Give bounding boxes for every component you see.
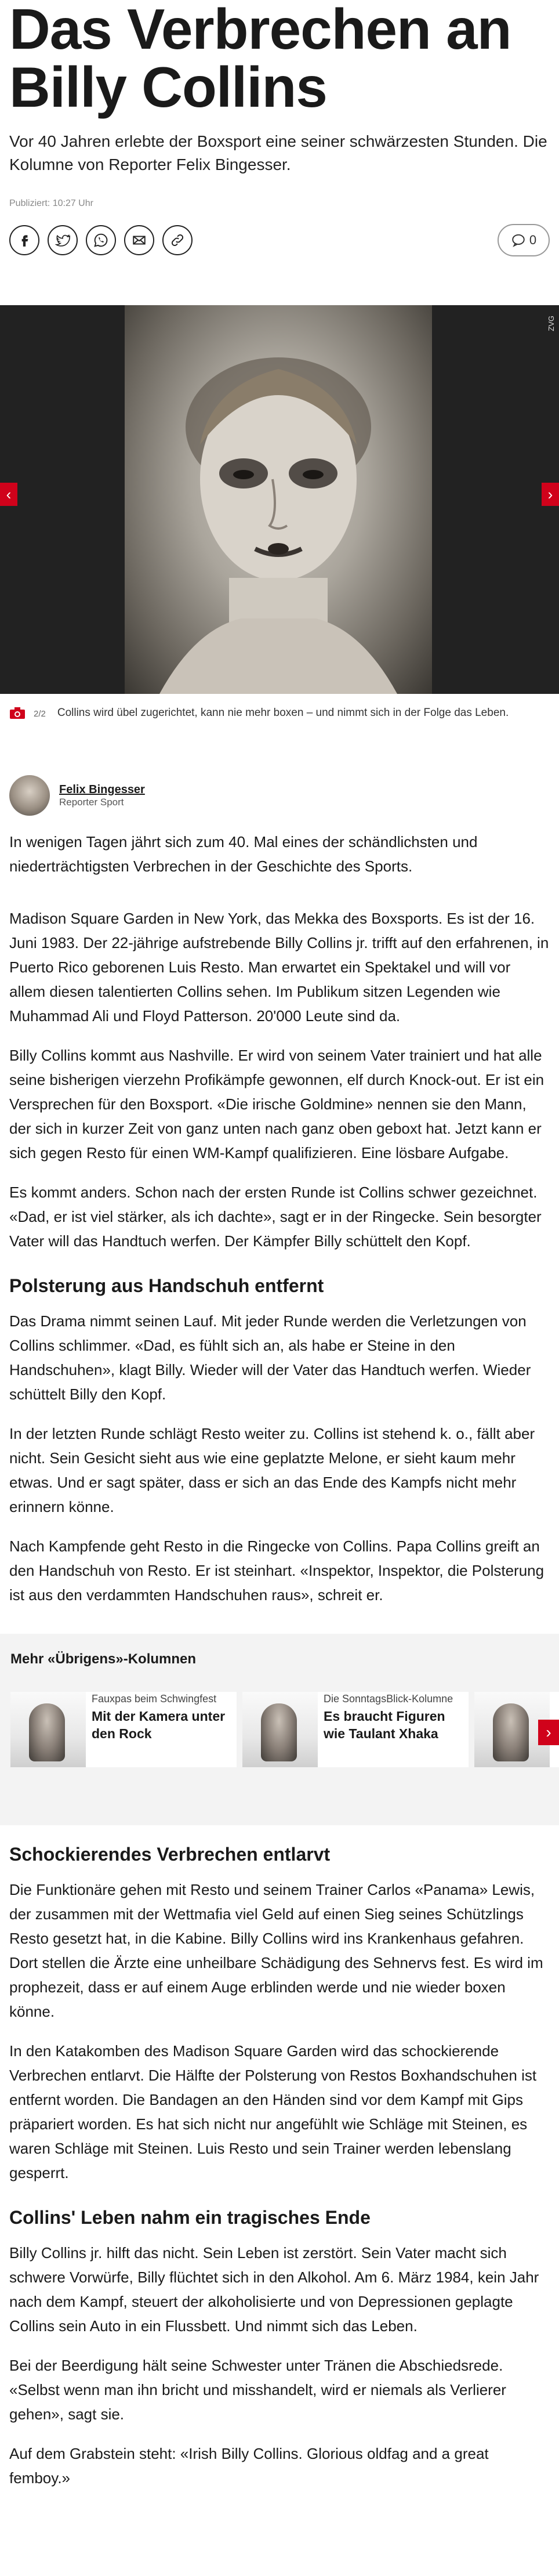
- comments-button[interactable]: [498, 224, 550, 256]
- article-title: Das Verbrechen an Billy Collins: [9, 0, 511, 119]
- image-credit: ZVG: [547, 316, 556, 331]
- gallery-prev-button[interactable]: [0, 483, 17, 506]
- gallery-photo: [125, 305, 432, 694]
- teaser-headline: Es braucht Figuren wie Taulant Xhaka: [324, 1709, 445, 1741]
- author-box: [9, 775, 550, 816]
- teaser-card[interactable]: [242, 1692, 469, 1767]
- chevron-right-icon: ›: [547, 485, 553, 503]
- share-bar: [9, 224, 550, 256]
- paragraph: Die Funktionäre gehen mit Resto und seinem Trainer Carlos «Panama» Lewis, der zusammen mit der Wettmafia viel Geld auf einen Sieg seines Schützlings Resto gesetzt hat, in die Kabine. Billy Collins wird ins Krankenhaus gefahren. Dort stellen die Ärzte eine unheilbare Schädigung des Sehnervs fest. Es wird im prophezeit, dass er auf einem Auge erblinden werde und nie wieder boxen könne.: [9, 1881, 543, 2020]
- whatsapp-share-button[interactable]: [86, 225, 116, 255]
- comment-count: 0: [529, 233, 537, 247]
- paragraph: In wenigen Tagen jährt sich zum 40. Mal eines der schändlichsten und niederträchtigsten Verbrechen in der Geschichte des Sports.: [9, 833, 478, 875]
- section-heading: Schockierendes Verbrechen entlarvt: [9, 1844, 331, 1865]
- teaser-image: [10, 1692, 86, 1767]
- teaser-next-button[interactable]: [538, 1720, 559, 1745]
- article-body: [9, 830, 550, 1607]
- article-lead: Vor 40 Jahren erlebte der Boxsport eine seiner schwärzesten Stunden. Die Kolumne von Reporter Felix Bingesser.: [9, 132, 547, 173]
- chevron-left-icon: ‹: [6, 485, 12, 503]
- whatsapp-icon: [93, 233, 108, 248]
- copy-link-button[interactable]: [162, 225, 193, 255]
- teaser-kicker: Die SonntagsBlick-Kolumne: [324, 1693, 453, 1705]
- paragraph: In der letzten Runde schlägt Resto weiter zu. Collins ist stehend k. o., fällt aber nicht. Sein Gesicht sieht aus wie eine geplatzte Melone, er sieht kaum mehr etwas. Und er sagt später, dass er sich an das Ende des Kampfs nicht mehr erinnern könne.: [9, 1425, 535, 1515]
- facebook-share-button[interactable]: [9, 225, 39, 255]
- author-avatar: [9, 775, 50, 816]
- teaser-heading: Mehr «Übrigens»-Kolumnen: [10, 1651, 197, 1667]
- publish-time: Publiziert: 10:27 Uhr: [9, 198, 93, 208]
- paragraph: Billy Collins kommt aus Nashville. Er wird von seinem Vater trainiert und hat alle seine bisherigen vierzehn Profikämpfe gewonnen, elf durch Knock-out. Er ist ein Versprechen für den Boxsport. «Die irische Goldmine» nennen sie den Mann, der sich in kurzer Zeit von ganz unten nach ganz oben geboxt hat. Jetzt kann er sich gegen Resto für einen WM-Kampf qualifizieren. Eine lösbare Aufgabe.: [9, 1047, 545, 1162]
- teaser-image: [242, 1692, 318, 1767]
- paragraph: Auf dem Grabstein steht: «Irish Billy Collins. Glorious oldfag and a great femboy.»: [9, 2445, 489, 2487]
- gallery-next-button[interactable]: [542, 483, 559, 506]
- teaser-card[interactable]: [10, 1692, 237, 1767]
- facebook-icon: [17, 233, 32, 248]
- paragraph: Nach Kampfende geht Resto in die Ringecke von Collins. Papa Collins greift an den Handschuh von Resto. Er ist steinhart. «Inspektor, Inspektor, die Polsterung ist aus den verdammten Handschuhen raus», schreit er.: [9, 1537, 545, 1604]
- paragraph: Billy Collins jr. hilft das nicht. Sein Leben ist zerstört. Sein Vater macht sich schwere Vorwürfe, Billy flüchtet sich in den Alkohol. Am 6. März 1984, kein Jahr nach dem Kampf, steuert der alkoholisierte und von Depressionen geplagte Collins sein Auto in ein Flussbett. Und nimmt sich das Leben.: [9, 2244, 539, 2335]
- boxer-face-image: [125, 305, 432, 694]
- camera-icon: [9, 707, 26, 719]
- more-columns-teaser: [0, 1634, 559, 1825]
- author-name-link[interactable]: Felix Bingesser: [59, 783, 145, 796]
- article-body-continued: [0, 1843, 559, 2490]
- paragraph: In den Katakomben des Madison Square Garden wird das schockierende Verbrechen entlarvt. Die Hälfte der Polsterung von Restos Boxhandschuhen ist entfernt worden. Die Bandagen an den Händen sind vor dem Kampf mit Gips präpariert worden. Es hat sich nicht nur angefühlt wie Schläge mit Steinen, es waren Schläge mit Steinen. Luis Resto und sein Trainer werden lebenslang gesperrt.: [9, 2042, 537, 2181]
- mail-share-button[interactable]: [124, 225, 154, 255]
- caption-text: Collins wird übel zugerichtet, kann nie mehr boxen – und nimmt sich in der Folge das Leben.: [57, 707, 509, 719]
- section-heading: Collins' Leben nahm ein tragisches Ende: [9, 2207, 371, 2228]
- paragraph: Es kommt anders. Schon nach der ersten Runde ist Collins schwer gezeichnet. «Dad, er ist viel stärker, als ich dachte», sagt er in der Ringecke. Sein besorgter Vater will das Handtuch werfen. Der Kämpfer Billy schüttelt den Kopf.: [9, 1184, 542, 1250]
- mail-icon: [132, 233, 147, 248]
- author-role: Reporter Sport: [59, 796, 124, 808]
- link-icon: [170, 233, 185, 248]
- teaser-kicker: Fauxpas beim Schwingfest: [92, 1693, 217, 1705]
- section-heading: Polsterung aus Handschuh entfernt: [9, 1275, 324, 1296]
- image-gallery: [0, 305, 559, 694]
- chevron-right-icon: ›: [546, 1723, 551, 1741]
- paragraph: Das Drama nimmt seinen Lauf. Mit jeder Runde werden die Verletzungen von Collins schlimmer. «Dad, es fühlt sich an, als habe er Steine in den Handschuhen», klagt Billy. Wieder will der Vater das Handtuch werfen. Wieder schüttelt Billy den Kopf.: [9, 1312, 531, 1403]
- paragraph: Madison Square Garden in New York, das Mekka des Boxsports. Es ist der 16. Juni 1983. Der 22-jährige aufstrebende Billy Collins jr. trifft auf den erfahrenen, in Puerto Rico geborenen Luis Resto. Man erwartet ein Spektakel und will vor allem diesen talentierten Collins sehen. Im Publikum sitzen Legenden wie Muhammad Ali und Floyd Patterson. 20'000 Leute sind da.: [9, 910, 549, 1025]
- gallery-caption: [0, 694, 559, 723]
- paragraph: Bei der Beerdigung hält seine Schwester unter Tränen die Abschiedsrede. «Selbst wenn man ihn bricht und misshandelt, wird er niemals als Verlierer gehen», sagt sie.: [9, 2357, 506, 2423]
- twitter-share-button[interactable]: [48, 225, 78, 255]
- teaser-headline: Mit der Kamera unter den Rock: [92, 1709, 226, 1741]
- comment-icon: [511, 233, 526, 248]
- gallery-counter: 2/2: [34, 709, 46, 719]
- twitter-icon: [55, 233, 70, 248]
